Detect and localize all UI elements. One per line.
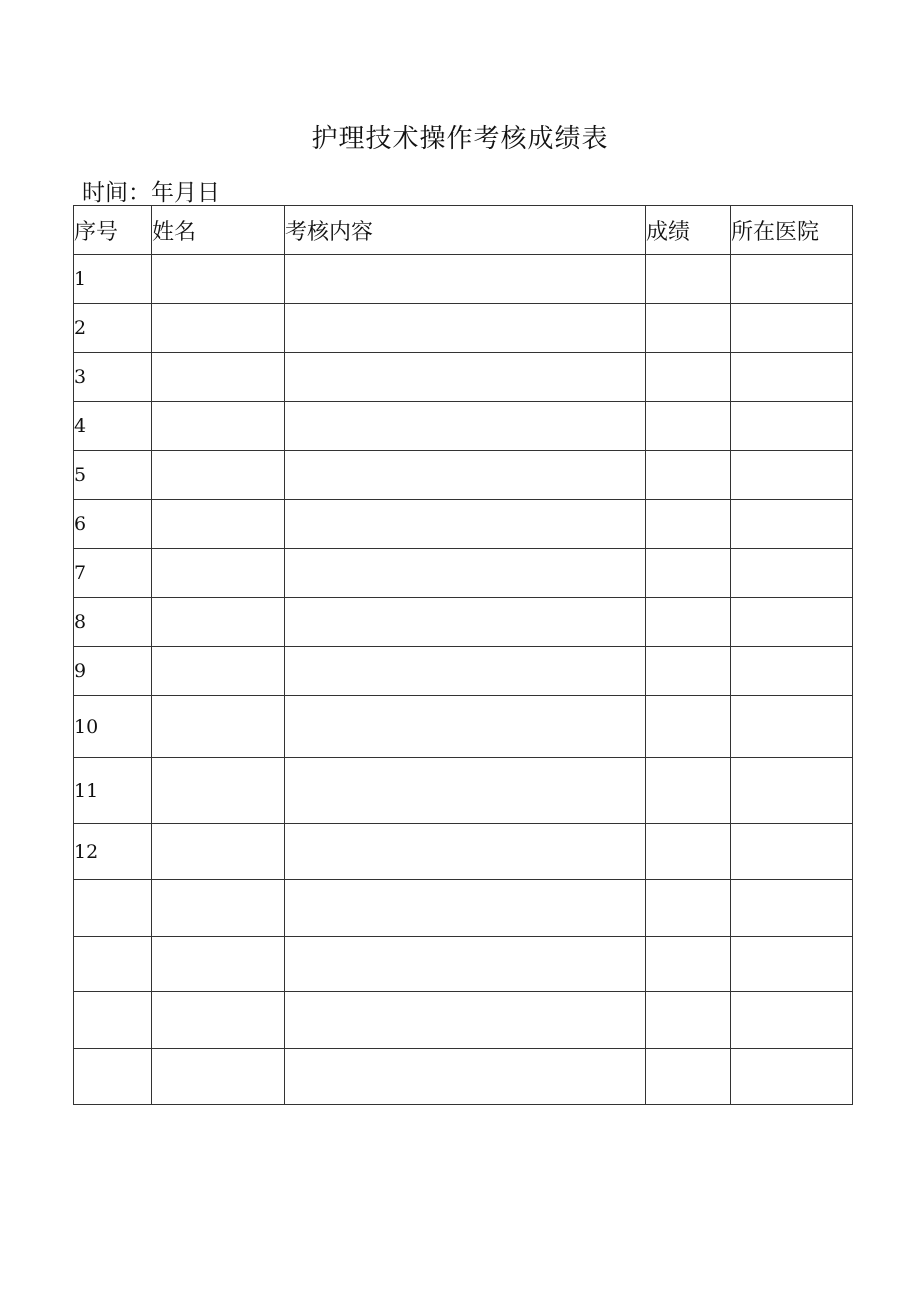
cell-score[interactable] [646,500,731,549]
table-row [74,451,853,500]
cell-content[interactable] [285,451,646,500]
table-row [74,1049,853,1105]
cell-no: 5 [74,451,152,500]
cell-no: 3 [74,353,152,402]
cell-hospital[interactable] [731,758,853,824]
cell-hospital[interactable] [731,824,853,880]
cell-content[interactable] [285,992,646,1049]
cell-content[interactable] [285,500,646,549]
cell-hospital[interactable] [731,937,853,992]
cell-no: 8 [74,598,152,647]
header-no: 序号 [74,206,152,255]
cell-score[interactable] [646,598,731,647]
header-hospital: 所在医院 [731,206,853,255]
table-body [74,255,853,1105]
cell-name[interactable] [152,992,285,1049]
cell-name[interactable] [152,598,285,647]
cell-no [74,992,152,1049]
date-line: 时间：年月日 [82,180,220,206]
cell-content[interactable] [285,549,646,598]
table-row [74,255,853,304]
cell-name[interactable] [152,304,285,353]
cell-hospital[interactable] [731,647,853,696]
cell-score[interactable] [646,696,731,758]
cell-no: 2 [74,304,152,353]
cell-no: 6 [74,500,152,549]
cell-content[interactable] [285,758,646,824]
cell-content[interactable] [285,402,646,451]
cell-content[interactable] [285,824,646,880]
cell-score[interactable] [646,304,731,353]
cell-hospital[interactable] [731,255,853,304]
cell-score[interactable] [646,353,731,402]
table-row [74,758,853,824]
cell-hospital[interactable] [731,500,853,549]
cell-name[interactable] [152,758,285,824]
cell-content[interactable] [285,598,646,647]
cell-hospital[interactable] [731,598,853,647]
cell-name[interactable] [152,880,285,937]
cell-no: 7 [74,549,152,598]
cell-content[interactable] [285,353,646,402]
cell-no [74,880,152,937]
cell-no: 4 [74,402,152,451]
cell-no: 11 [74,758,152,824]
cell-score[interactable] [646,549,731,598]
cell-no [74,1049,152,1105]
cell-no: 10 [74,696,152,758]
table-row [74,647,853,696]
cell-name[interactable] [152,353,285,402]
page-title: 护理技术操作考核成绩表 [311,124,609,154]
cell-content[interactable] [285,647,646,696]
table-row [74,937,853,992]
cell-no [74,937,152,992]
cell-score[interactable] [646,758,731,824]
cell-name[interactable] [152,255,285,304]
table-row [74,696,853,758]
cell-content[interactable] [285,304,646,353]
table-row [74,500,853,549]
cell-score[interactable] [646,255,731,304]
table-row [74,304,853,353]
cell-hospital[interactable] [731,549,853,598]
cell-name[interactable] [152,824,285,880]
cell-content[interactable] [285,937,646,992]
table-row [74,549,853,598]
cell-content[interactable] [285,880,646,937]
cell-content[interactable] [285,255,646,304]
cell-score[interactable] [646,824,731,880]
header-score: 成绩 [646,206,731,255]
table-row [74,880,853,937]
cell-hospital[interactable] [731,304,853,353]
table-row [74,598,853,647]
cell-name[interactable] [152,1049,285,1105]
cell-name[interactable] [152,402,285,451]
cell-name[interactable] [152,451,285,500]
cell-score[interactable] [646,402,731,451]
cell-score[interactable] [646,647,731,696]
cell-name[interactable] [152,549,285,598]
cell-content[interactable] [285,696,646,758]
table-row [74,824,853,880]
cell-hospital[interactable] [731,1049,853,1105]
cell-name[interactable] [152,500,285,549]
cell-name[interactable] [152,647,285,696]
cell-content[interactable] [285,1049,646,1105]
table-row [74,402,853,451]
header-name: 姓名 [152,206,285,255]
cell-score[interactable] [646,1049,731,1105]
table-row [74,353,853,402]
cell-score[interactable] [646,451,731,500]
cell-hospital[interactable] [731,992,853,1049]
cell-score[interactable] [646,937,731,992]
table-header-row [74,206,853,255]
cell-hospital[interactable] [731,353,853,402]
cell-hospital[interactable] [731,451,853,500]
table-row [74,992,853,1049]
cell-no: 12 [74,824,152,880]
cell-name[interactable] [152,937,285,992]
cell-score[interactable] [646,880,731,937]
cell-no: 9 [74,647,152,696]
cell-score[interactable] [646,992,731,1049]
header-content: 考核内容 [285,206,646,255]
cell-no: 1 [74,255,152,304]
cell-hospital[interactable] [731,402,853,451]
cell-hospital[interactable] [731,880,853,937]
score-table [73,205,853,1105]
cell-hospital[interactable] [731,696,853,758]
cell-name[interactable] [152,696,285,758]
